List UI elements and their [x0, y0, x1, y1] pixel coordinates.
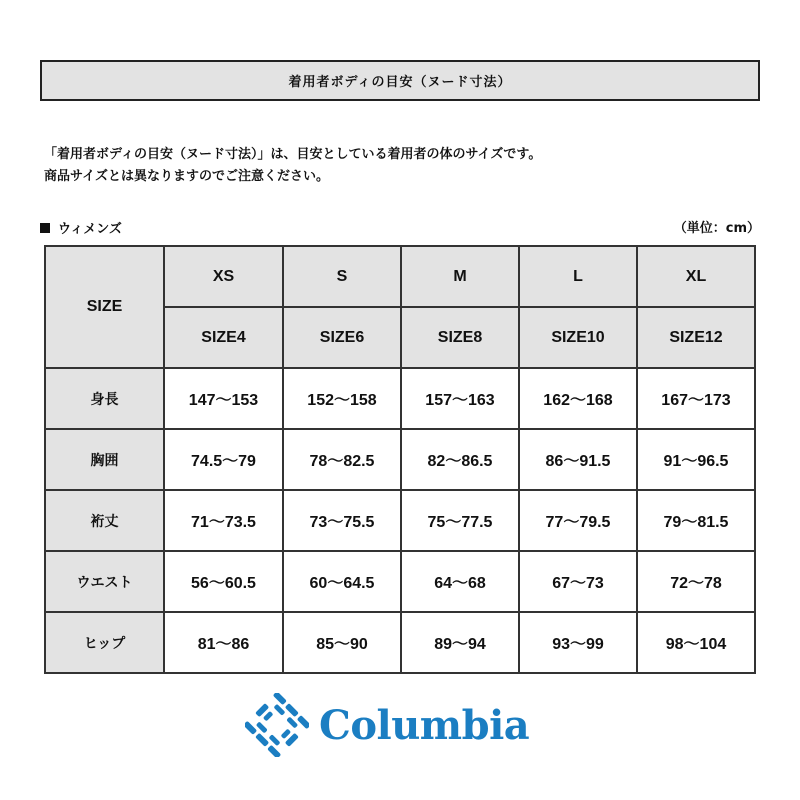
measurement-cell: 67～73	[519, 551, 637, 612]
measurement-cell: 85～90	[283, 612, 401, 673]
measurement-cell: 74.5～79	[164, 429, 283, 490]
size-letter-cell: XL	[637, 246, 755, 307]
columbia-diamond-logo-icon	[245, 693, 309, 757]
measurement-cell: 64～68	[401, 551, 519, 612]
page-title: 着用者ボディの目安（ヌード寸法）	[288, 75, 512, 90]
measurement-cell: 89～94	[401, 612, 519, 673]
table-row-chest	[45, 429, 755, 490]
size-header-cell: SIZE	[45, 246, 164, 368]
table-row-sleeve	[45, 490, 755, 551]
size-table-wrapper	[44, 245, 756, 674]
size-letter-cell: L	[519, 246, 637, 307]
size-number-cell: SIZE8	[401, 307, 519, 368]
size-letter-cell: S	[283, 246, 401, 307]
row-label: 胸囲	[45, 429, 164, 490]
category-label: ウィメンズ	[58, 222, 122, 237]
size-table	[44, 245, 756, 674]
size-letter-cell: XS	[164, 246, 283, 307]
measurement-cell: 60～64.5	[283, 551, 401, 612]
page-title-box	[40, 60, 760, 101]
measurement-cell: 73～75.5	[283, 490, 401, 551]
measurement-cell: 157～163	[401, 368, 519, 429]
measurement-cell: 77～79.5	[519, 490, 637, 551]
table-row-waist	[45, 551, 755, 612]
unit-note: （単位：cm）	[673, 221, 760, 236]
intro-line-1: 「着用者ボディの目安（ヌード寸法）」は、目安としている着用者の体のサイズです。	[44, 147, 542, 162]
square-bullet-icon	[40, 223, 50, 233]
measurement-cell: 98～104	[637, 612, 755, 673]
size-number-cell: SIZE4	[164, 307, 283, 368]
size-number-cell: SIZE10	[519, 307, 637, 368]
measurement-cell: 167～173	[637, 368, 755, 429]
table-row-height	[45, 368, 755, 429]
intro-text	[44, 144, 756, 188]
measurement-cell: 56～60.5	[164, 551, 283, 612]
measurement-cell: 79～81.5	[637, 490, 755, 551]
size-number-cell: SIZE12	[637, 307, 755, 368]
size-number-cell: SIZE6	[283, 307, 401, 368]
size-letter-row	[45, 246, 755, 307]
brand-logo	[245, 690, 555, 760]
size-letter-cell: M	[401, 246, 519, 307]
measurement-cell: 91～96.5	[637, 429, 755, 490]
table-row-hip	[45, 612, 755, 673]
measurement-cell: 93～99	[519, 612, 637, 673]
measurement-cell: 147～153	[164, 368, 283, 429]
row-label: ウエスト	[45, 551, 164, 612]
category-heading	[40, 218, 122, 237]
measurement-cell: 72～78	[637, 551, 755, 612]
row-label: 裄丈	[45, 490, 164, 551]
brand-name: Columbia	[319, 701, 530, 749]
measurement-cell: 162～168	[519, 368, 637, 429]
measurement-cell: 81～86	[164, 612, 283, 673]
intro-line-2: 商品サイズとは異なりますのでご注意ください。	[44, 169, 329, 184]
row-label: ヒップ	[45, 612, 164, 673]
measurement-cell: 82～86.5	[401, 429, 519, 490]
row-label: 身長	[45, 368, 164, 429]
measurement-cell: 75～77.5	[401, 490, 519, 551]
measurement-cell: 78～82.5	[283, 429, 401, 490]
measurement-cell: 71～73.5	[164, 490, 283, 551]
measurement-cell: 152～158	[283, 368, 401, 429]
measurement-cell: 86～91.5	[519, 429, 637, 490]
